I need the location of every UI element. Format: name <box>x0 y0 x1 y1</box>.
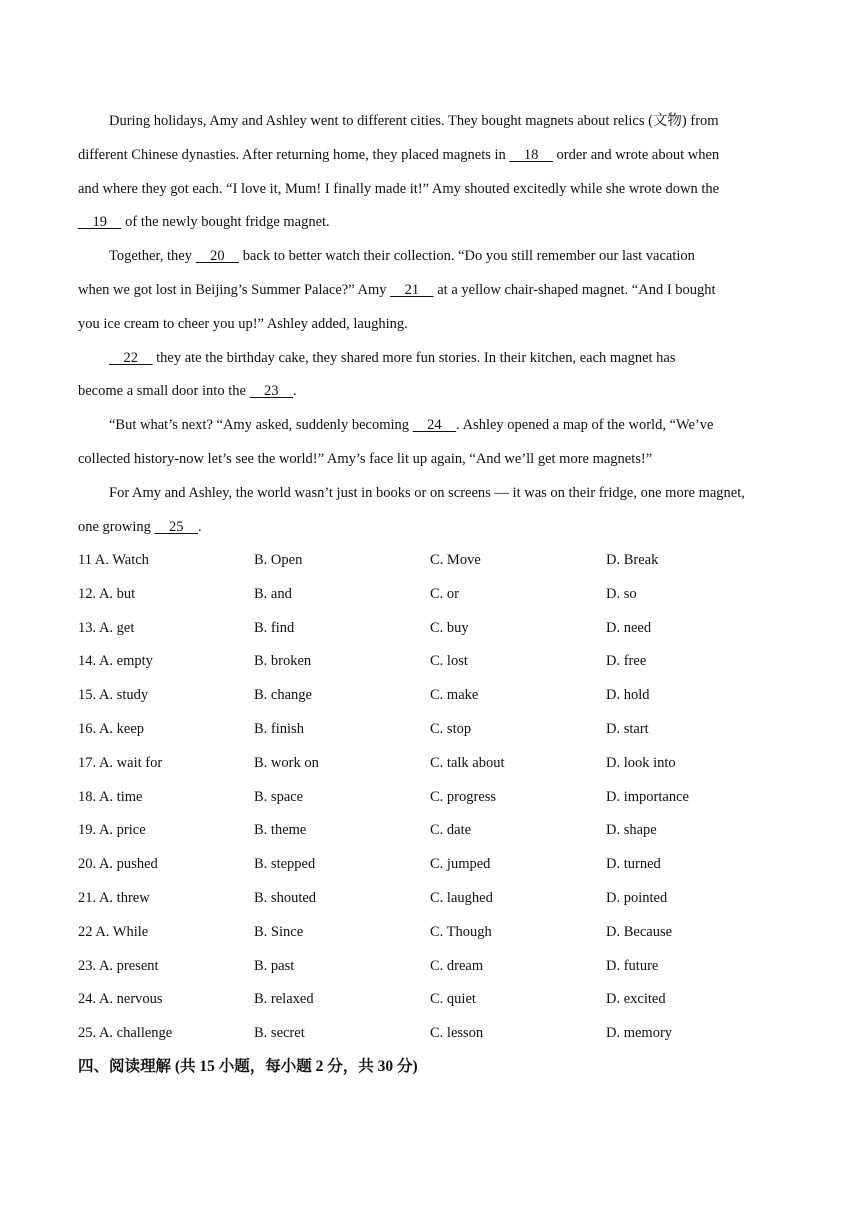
option-choice: D. start <box>606 720 649 737</box>
option-choice: 22 A. While <box>78 923 149 940</box>
option-choice: C. lost <box>430 653 468 670</box>
option-choice: B. space <box>254 788 304 805</box>
passage-line <box>78 511 783 545</box>
option-choice: B. past <box>254 957 295 974</box>
passage-line <box>78 139 783 173</box>
passage-text: Together, they <box>109 248 196 265</box>
passage-text: one growing <box>78 518 155 535</box>
passage-line <box>78 342 783 376</box>
blank-21: 21 <box>390 281 434 298</box>
option-choice: B. Since <box>254 923 304 940</box>
passage-text: become a small door into the <box>78 383 250 400</box>
passage-text: when we got lost in Beijing’s Summer Palace?” Amy <box>78 281 391 298</box>
option-row <box>78 612 783 646</box>
blank-20: 20 <box>195 248 240 265</box>
option-choice: 24. A. nervous <box>78 991 163 1008</box>
passage-text: For Amy and Ashley, the world wasn’t just in books or on screens — it was on their fridge, one more magnet, <box>109 484 745 501</box>
option-choice: 17. A. wait for <box>78 754 163 771</box>
option-choice: C. make <box>430 687 479 704</box>
passage-text: . Ashley opened a map of the world, “We’ve <box>456 417 714 434</box>
option-choice: B. work on <box>254 754 319 771</box>
passage-text: different Chinese dynasties. After returning home, they placed magnets in <box>78 146 510 163</box>
option-row <box>78 848 783 882</box>
option-choice: C. Move <box>430 552 481 568</box>
option-choice: C. progress <box>430 788 497 805</box>
option-choice: D. hold <box>606 687 650 704</box>
option-row <box>78 713 783 747</box>
blank-23: 23 <box>249 383 294 400</box>
blank-22: 22 <box>109 349 153 366</box>
option-row <box>78 544 783 578</box>
passage-text: and where they got each. “I love it, Mum! I finally made it!” Amy shouted excitedly while she wrote down the <box>78 180 720 197</box>
passage-line <box>78 105 783 139</box>
option-choice: B. relaxed <box>254 991 314 1008</box>
option-choice: D. free <box>606 653 647 670</box>
option-row <box>78 578 783 612</box>
option-choice: D. excited <box>606 991 666 1008</box>
option-choice: C. lesson <box>430 1025 484 1042</box>
option-choice: B. Open <box>254 552 303 568</box>
option-choice: B. stepped <box>254 856 316 873</box>
option-choice: D. Break <box>606 552 659 568</box>
option-choice: D. Because <box>606 923 673 940</box>
passage-line <box>78 240 783 274</box>
passage-text: During holidays, Amy and Ashley went to different cities. They bought magnets about relics (文物) from <box>109 113 719 129</box>
cloze-passage <box>78 105 783 544</box>
option-row <box>78 781 783 815</box>
passage-text: “But what’s next? “Amy asked, suddenly becoming <box>109 417 413 434</box>
passage-text: . <box>293 383 297 400</box>
passage-line <box>78 443 783 477</box>
option-choice: 12. A. but <box>78 585 136 602</box>
passage-text: you ice cream to cheer you up!” Ashley added, laughing. <box>78 315 408 332</box>
passage-line <box>78 477 783 511</box>
option-choice: 20. A. pushed <box>78 856 158 873</box>
option-choice: C. Though <box>430 923 492 940</box>
passage-line <box>78 375 783 409</box>
option-choice: B. shouted <box>254 889 317 906</box>
option-choice: D. importance <box>606 788 689 805</box>
option-choice: D. need <box>606 619 652 636</box>
option-choice: D. look into <box>606 754 676 771</box>
passage-text: at a yellow chair-shaped magnet. “And I bought <box>433 281 716 298</box>
option-choice: D. shape <box>606 822 657 839</box>
option-choice: 14. A. empty <box>78 653 153 670</box>
option-choice: C. talk about <box>430 754 505 771</box>
option-row <box>78 645 783 679</box>
option-choice: D. so <box>606 585 637 602</box>
passage-line <box>78 274 783 308</box>
option-choice: C. laughed <box>430 889 493 906</box>
blank-19: 19 <box>78 214 122 231</box>
passage-text: collected history-now let’s see the world!” Amy’s face lit up again, “And we’ll get more magnets!” <box>78 450 653 467</box>
option-choice: C. or <box>430 585 459 602</box>
option-choice: 15. A. study <box>78 687 149 704</box>
option-choice: B. finish <box>254 720 304 737</box>
option-choice: 13. A. get <box>78 619 135 636</box>
option-choice: 18. A. time <box>78 788 143 805</box>
passage-line <box>78 409 783 443</box>
option-row <box>78 916 783 950</box>
option-choice: D. turned <box>606 856 661 873</box>
passage-line <box>78 173 783 207</box>
option-choice: 23. A. present <box>78 957 159 974</box>
option-choice: C. jumped <box>430 856 491 873</box>
passage-text: of the newly bought fridge magnet. <box>121 214 330 231</box>
passage-text: back to better watch their collection. “Do you still remember our last vacation <box>239 248 695 265</box>
option-choice: B. find <box>254 619 295 636</box>
option-row <box>78 1017 783 1051</box>
option-choice: 21. A. threw <box>78 889 150 906</box>
option-choice: B. theme <box>254 822 307 839</box>
option-choice: D. pointed <box>606 889 668 906</box>
option-choice: B. broken <box>254 653 312 670</box>
blank-24: 24 <box>412 417 457 434</box>
option-choice: B. and <box>254 585 292 602</box>
blank-25: 25 <box>154 518 199 535</box>
option-choice: 25. A. challenge <box>78 1025 173 1042</box>
passage-line <box>78 206 783 240</box>
option-choice: B. secret <box>254 1025 305 1042</box>
option-choice: D. memory <box>606 1025 673 1042</box>
option-row <box>78 747 783 781</box>
option-choice: C. buy <box>430 619 469 636</box>
option-row <box>78 679 783 713</box>
option-choice: C. dream <box>430 957 484 974</box>
section-title: 四、阅读理解 (共 15 小题，每小题 2 分，共 30 分) <box>78 1058 418 1075</box>
passage-text: they ate the birthday cake, they shared more fun stories. In their kitchen, each magnet has <box>152 349 676 366</box>
blank-18: 18 <box>509 146 553 163</box>
option-row <box>78 814 783 848</box>
option-row <box>78 983 783 1017</box>
option-choice: 16. A. keep <box>78 720 145 737</box>
option-choice: C. stop <box>430 720 472 737</box>
passage-text: . <box>198 518 202 535</box>
answer-options <box>78 544 783 1051</box>
option-choice: B. change <box>254 687 312 704</box>
option-row <box>78 882 783 916</box>
option-choice: 19. A. price <box>78 822 146 839</box>
option-choice: C. quiet <box>430 991 476 1008</box>
option-row <box>78 950 783 984</box>
passage-line <box>78 308 783 342</box>
option-choice: D. future <box>606 957 659 974</box>
option-choice: 11 A. Watch <box>78 552 149 568</box>
passage-text: order and wrote about when <box>552 146 720 163</box>
option-choice: C. date <box>430 822 472 839</box>
